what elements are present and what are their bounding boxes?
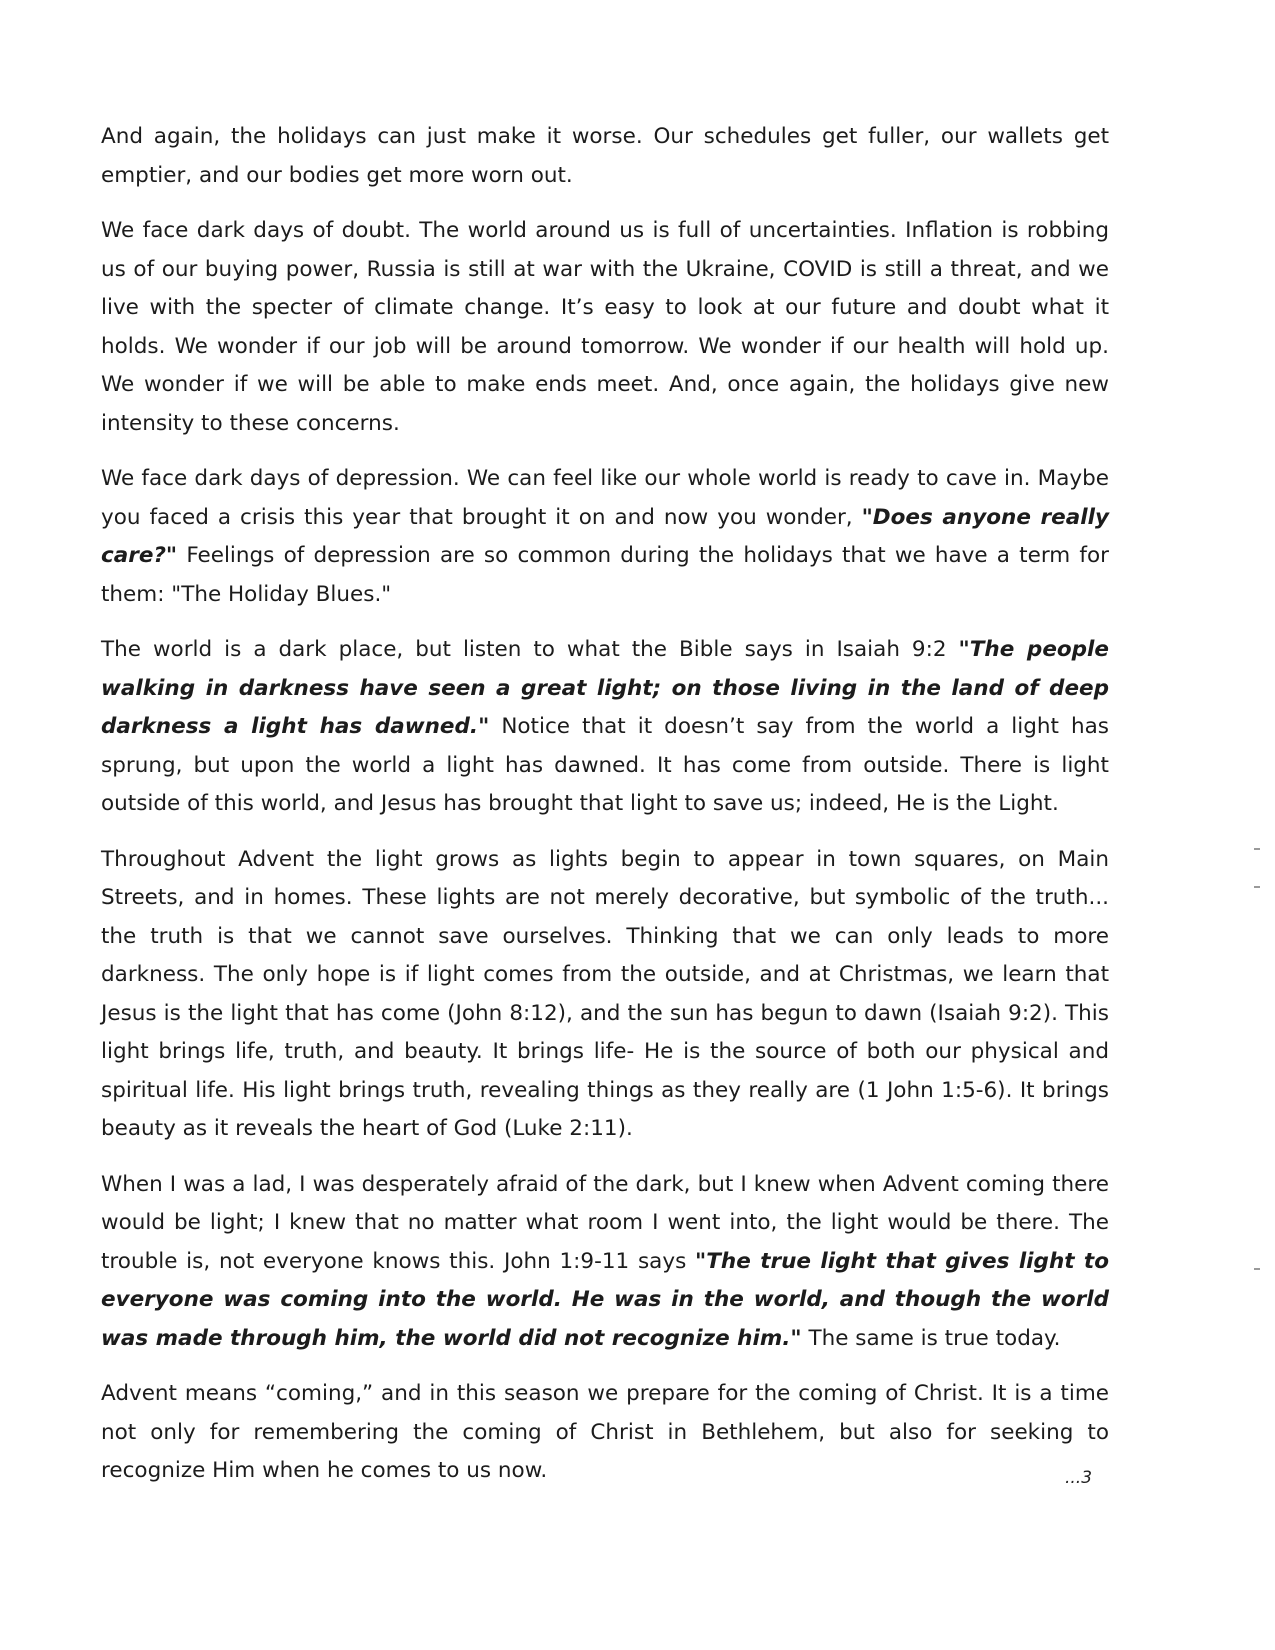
paragraph-1 <box>101 118 1109 195</box>
paragraph-4-quote: "The people walking in darkness have seen a great light; on those living in the land of deep darkness a light has dawned." <box>101 637 1110 739</box>
page-continuation-marker: ...3 <box>1065 1468 1093 1488</box>
scan-mark <box>1254 886 1260 888</box>
document-body <box>101 118 1109 1508</box>
paragraph-4-text-b: Notice that it doesn’t say from the world a light has sprung, but upon the world a light has dawned. It has come from outside. There is light outside of this world, and Jesus has brought that light to save us; indeed, He is the Light. <box>101 714 1110 816</box>
paragraph-6-quote: "The true light that gives light to everyone was coming into the world. He was in the world, and though the world was made through him, the world did not recognize him." <box>101 1248 1109 1351</box>
paragraph-3-text-a: We face dark days of depression. We can feel like our whole world is ready to cave in. Maybe you faced a crisis this year that brought it on and now you wonder, <box>101 466 1109 530</box>
paragraph-6 <box>101 1166 1109 1359</box>
paragraph-4-text-a: The world is a dark place, but listen to what the Bible says in Isaiah 9:2 <box>101 637 959 662</box>
paragraph-7 <box>101 1375 1109 1491</box>
paragraph-5-text: Throughout Advent the light grows as lights begin to appear in town squares, on Main Streets, and in homes. These lights are not merely decorative, but symbolic of the truth... the truth is that we cannot save ourselves. Thinking that we can only leads to more darkness. The only hope is if light comes from the outside, and at Christmas, we learn that Jesus is the light that has come (John 8:12), and the sun has begun to dawn (Isaiah 9:2). This light brings life, truth, and beauty. It brings life- He is the source of both our physical and spiritual life. His light brings truth, revealing things as they really are (1 John 1:5-6). It brings beauty as it reveals the heart of God (Luke 2:11). <box>101 846 1109 1141</box>
paragraph-4 <box>101 631 1109 824</box>
paragraph-6-text-b: The same is true today. <box>801 1325 1061 1351</box>
paragraph-3-text-b: Feelings of depression are so common during the holidays that we have a term for them: "The Holiday Blues." <box>101 543 1109 607</box>
paragraph-3-quote: "Does anyone really care?" <box>101 504 1109 568</box>
paragraph-5 <box>101 841 1109 1149</box>
paragraph-6-text-a: When I was a lad, I was desperately afraid of the dark, but I knew when Advent coming there would be light; I knew that no matter what room I went into, the light would be there. The trouble is, not everyone knows this. John 1:9-11 says <box>101 1171 1109 1274</box>
paragraph-3 <box>101 460 1109 614</box>
paragraph-2-text: We face dark days of doubt. The world around us is full of uncertainties. Inflation is robbing us of our buying power, Russia is still at war with the Ukraine, COVID is still a threat, and we live with the specter of climate change. It’s easy to look at our future and doubt what it holds. We wonder if our job will be around tomorrow. We wonder if our health will hold up. We wonder if we will be able to make ends meet. And, once again, the holidays give new intensity to these concerns. <box>101 218 1109 436</box>
scan-mark <box>1254 848 1260 850</box>
scan-mark <box>1254 1268 1260 1270</box>
paragraph-7-text: Advent means “coming,” and in this season we prepare for the coming of Christ. It is a time not only for remembering the coming of Christ in Bethlehem, but also for seeking to recognize Him when he comes to us now. <box>101 1381 1109 1483</box>
paragraph-1-text: And again, the holidays can just make it worse. Our schedules get fuller, our wallets get emptier, and our bodies get more worn out. <box>101 124 1109 188</box>
paragraph-2 <box>101 212 1109 443</box>
